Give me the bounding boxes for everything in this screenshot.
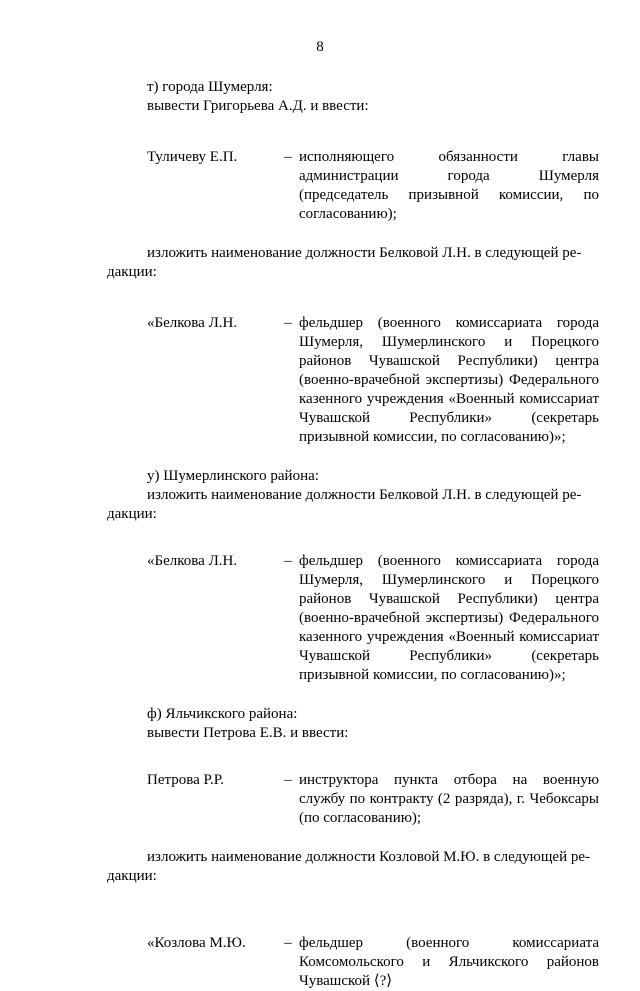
person-entry [147, 771, 599, 828]
entry-dash: – [284, 772, 292, 788]
section-f [107, 705, 599, 991]
page-number: 8 [316, 39, 324, 55]
person-entry [147, 148, 599, 224]
person-position: фельдшер (военного комиссариата города Шумерля, Шумерлинского и Порецкого районов Чувашской Республики) центра (военно-врачебной экспертизы) Федерального казенного учреждения «Военный комиссариат Чувашской Республики» (секретарь призывной комиссии, по согласованию)»; [299, 553, 599, 683]
person-position: инструктора пункта отбора на военную службу по контракту (2 разряда), г. Чебоксары (по согласованию); [299, 772, 599, 826]
document-body [107, 78, 599, 991]
instruction-text: вывести Григорьева А.Д. и ввести: [147, 98, 369, 114]
person-entry [147, 552, 599, 685]
entry-dash: – [284, 149, 292, 165]
rename-instruction [147, 244, 599, 263]
person-entry [147, 314, 599, 447]
section-u [107, 467, 599, 685]
person-name: «Козлова М.Ю. [147, 935, 246, 951]
person-position: фельдшер (военного комиссариата Комсомольского и Яльчикского районов Чувашской ⟨?⟩ [299, 935, 599, 989]
person-name: Туличеву Е.П. [147, 149, 238, 165]
person-position: исполняющего обязанности главы администрации города Шумерля (председатель призывной комиссии, по согласованию); [299, 149, 599, 222]
section-t [107, 78, 599, 447]
person-entry [147, 934, 599, 991]
entry-dash: – [284, 935, 292, 951]
rename-instruction-line2: дакции: [107, 868, 157, 884]
rename-instruction-line1: изложить наименование должности Козловой М.Ю. в следующей ре- [147, 849, 591, 865]
rename-instruction-line1: изложить наименование должности Белковой Л.Н. в следующей ре- [147, 245, 582, 261]
rename-instruction-line1: изложить наименование должности Белковой Л.Н. в следующей ре- [147, 487, 582, 503]
rename-instruction-line2: дакции: [107, 264, 157, 280]
instruction-text: вывести Петрова Е.В. и ввести: [147, 725, 349, 741]
person-name: «Белкова Л.Н. [147, 553, 238, 569]
entry-dash: – [284, 315, 292, 331]
section-heading: ф) Яльчикского района: [147, 706, 298, 722]
person-name: «Белкова Л.Н. [147, 315, 238, 331]
person-position: фельдшер (военного комиссариата города Шумерля, Шумерлинского и Порецкого районов Чувашской Республики) центра (военно-врачебной экспертизы) Федерального казенного учреждения «Военный комиссариат Чувашской Республики» (секретарь призывной комиссии, по согласованию)»; [299, 315, 599, 445]
person-name: Петрова Р.Р. [147, 772, 224, 788]
rename-instruction-line2: дакции: [107, 506, 157, 522]
section-heading: т) города Шумерля: [147, 79, 273, 95]
entry-dash: – [284, 553, 292, 569]
section-heading: у) Шумерлинского района: [147, 468, 319, 484]
